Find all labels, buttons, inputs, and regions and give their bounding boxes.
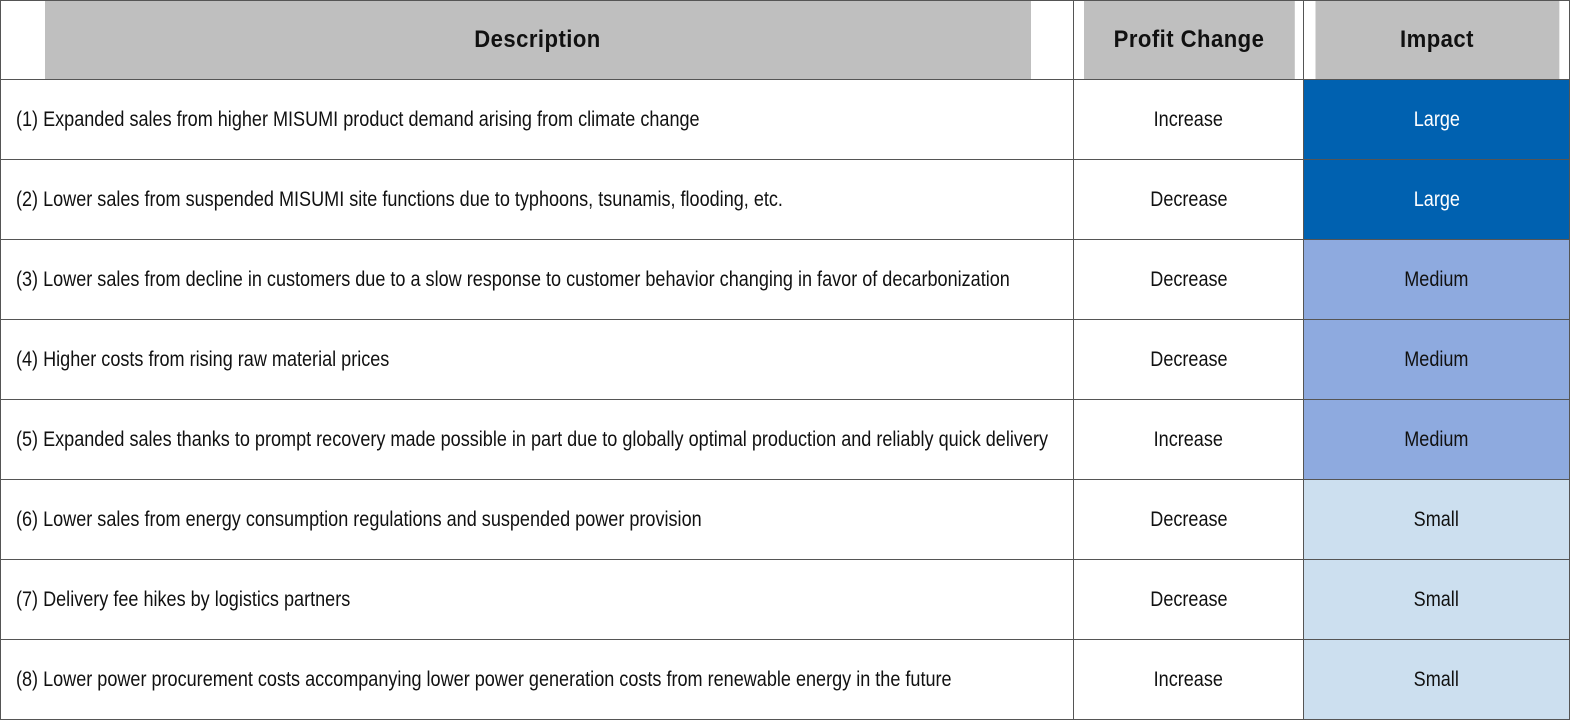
table-row [1,480,1570,560]
table-row [1,320,1570,400]
row-profit-change [1074,400,1304,480]
profit-change-text: Decrease [1149,267,1228,291]
profit-change-text: Decrease [1149,507,1228,531]
description-text: (3) Lower sales from decline in customers due to a slow response to customer behavior changing in favor of decarbonization [16,268,1010,291]
impact-text: Large [1413,107,1460,131]
impact-text: Medium [1404,267,1469,291]
impact-text: Small [1413,507,1460,531]
description-text: (7) Delivery fee hikes by logistics partners [16,588,351,611]
description-text: (2) Lower sales from suspended MISUMI site functions due to typhoons, tsunamis, flooding, etc. [16,188,783,211]
row-description [1,160,1074,240]
impact-text: Small [1413,667,1460,691]
table-row [1,240,1570,320]
row-description [1,320,1074,400]
impact-badge-small [1304,560,1570,640]
table-body [1,80,1570,720]
impact-badge-small [1304,640,1570,720]
table-row [1,400,1570,480]
profit-change-text: Decrease [1149,587,1228,611]
profit-change-text: Increase [1153,107,1224,131]
row-profit-change [1074,160,1304,240]
row-description [1,240,1074,320]
row-description [1,80,1074,160]
description-text: (4) Higher costs from rising raw material prices [16,348,390,371]
impact-text: Small [1413,587,1460,611]
impact-text: Large [1413,187,1460,211]
profit-change-text: Increase [1153,427,1224,451]
row-description [1,400,1074,480]
impact-badge-medium [1304,320,1570,400]
description-text: (8) Lower power procurement costs accompanying lower power generation costs from renewable energy in the future [16,668,952,691]
description-text: (6) Lower sales from energy consumption regulations and suspended power provision [16,508,702,531]
row-profit-change [1074,640,1304,720]
header-impact: Impact [1314,1,1559,80]
row-profit-change [1074,480,1304,560]
description-text: (1) Expanded sales from higher MISUMI product demand arising from climate change [16,108,700,131]
impact-badge-small [1304,480,1570,560]
row-description [1,480,1074,560]
profit-change-text: Increase [1153,667,1224,691]
header-description: Description [43,1,1030,80]
table-row [1,640,1570,720]
header-row [1,1,1570,80]
header-profit-change: Profit Change [1083,1,1295,80]
impact-badge-medium [1304,240,1570,320]
row-profit-change [1074,560,1304,640]
profit-change-text: Decrease [1149,347,1228,371]
impact-badge-large [1304,80,1570,160]
row-description [1,640,1074,720]
row-profit-change [1074,80,1304,160]
table-row [1,160,1570,240]
row-profit-change [1074,320,1304,400]
row-profit-change [1074,240,1304,320]
row-description [1,560,1074,640]
impact-badge-large [1304,160,1570,240]
profit-change-text: Decrease [1149,187,1228,211]
table-header [1,1,1570,80]
impact-text: Medium [1404,427,1469,451]
description-text: (5) Expanded sales thanks to prompt recovery made possible in part due to globally optimal production and reliably quick delivery [16,428,1048,451]
table-row [1,80,1570,160]
impact-badge-medium [1304,400,1570,480]
impact-text: Medium [1404,347,1469,371]
table-row [1,560,1570,640]
